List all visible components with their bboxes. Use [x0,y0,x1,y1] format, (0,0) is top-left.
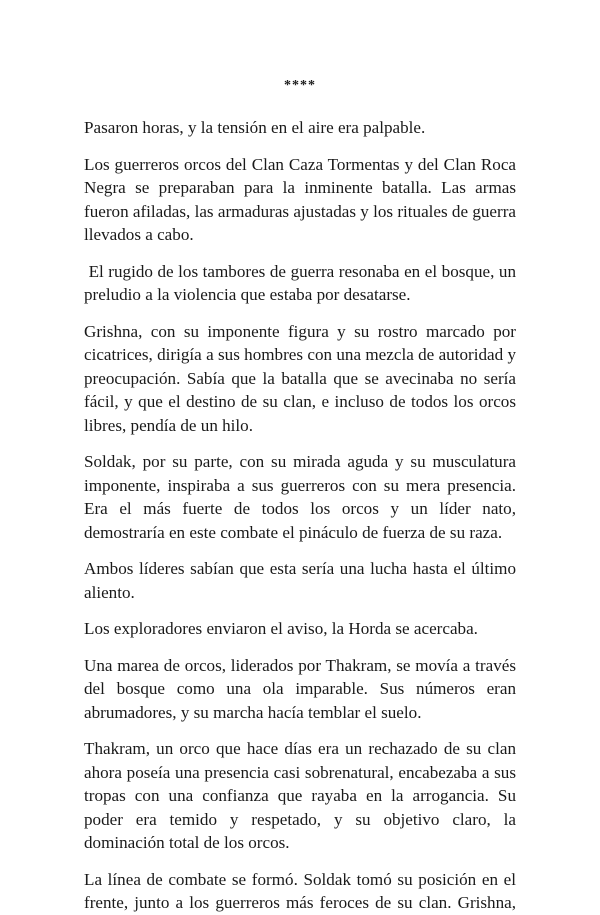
scene-separator: **** [284,78,316,93]
paragraph-continued: La línea de combate se formó. Soldak tomó su posición en el frente, junto a los guerreros más feroces de su clan. Grishna, [84,869,516,912]
paragraph: Thakram, un orco que hace días era un rechazado de su clan ahora poseía una presencia casi sobrenatural, encabezaba a sus tropas con una confianza que rayaba en la arrogancia. Su poder era temido y respetado, y su objetivo claro, la dominación total de los orcos. [84,739,516,852]
paragraph: El rugido de los tambores de guerra resonaba en el bosque, un preludio a la violencia que estaba por desatarse. [84,261,521,304]
paragraph: Los exploradores enviaron el aviso, la Horda se acercaba. [84,619,478,638]
paragraph: Pasaron horas, y la tensión en el aire era palpable. [84,118,426,137]
paragraph: Soldak, por su parte, con su mirada aguda y su musculatura imponente, inspiraba a sus guerreros con su mera presencia. Era el más fuerte de todos los orcos y un líder nato, demostraría en este combate el pináculo de fuerza de su raza. [84,452,516,542]
paragraph: Grishna, con su imponente figura y su rostro marcado por cicatrices, dirigía a sus hombres con una mezcla de autoridad y preocupación. Sabía que la batalla que se avecinaba no sería fácil, y que el destino de su clan, e incluso de todos los orcos libres, pendía de un hilo. [84,321,516,435]
paragraph: Los guerreros orcos del Clan Caza Tormentas y del Clan Roca Negra se preparaban para la inminente batalla. Las armas fueron afiladas, las armaduras ajustadas y los rituales de guerra llevados a cabo. [84,154,516,244]
paragraph: Una marea de orcos, liderados por Thakram, se movía a través del bosque como una ola imparable. Sus números eran abrumadores, y su marcha hacía temblar el suelo. [84,655,516,722]
paragraph: Ambos líderes sabían que esta sería una lucha hasta el último aliento. [84,559,516,602]
